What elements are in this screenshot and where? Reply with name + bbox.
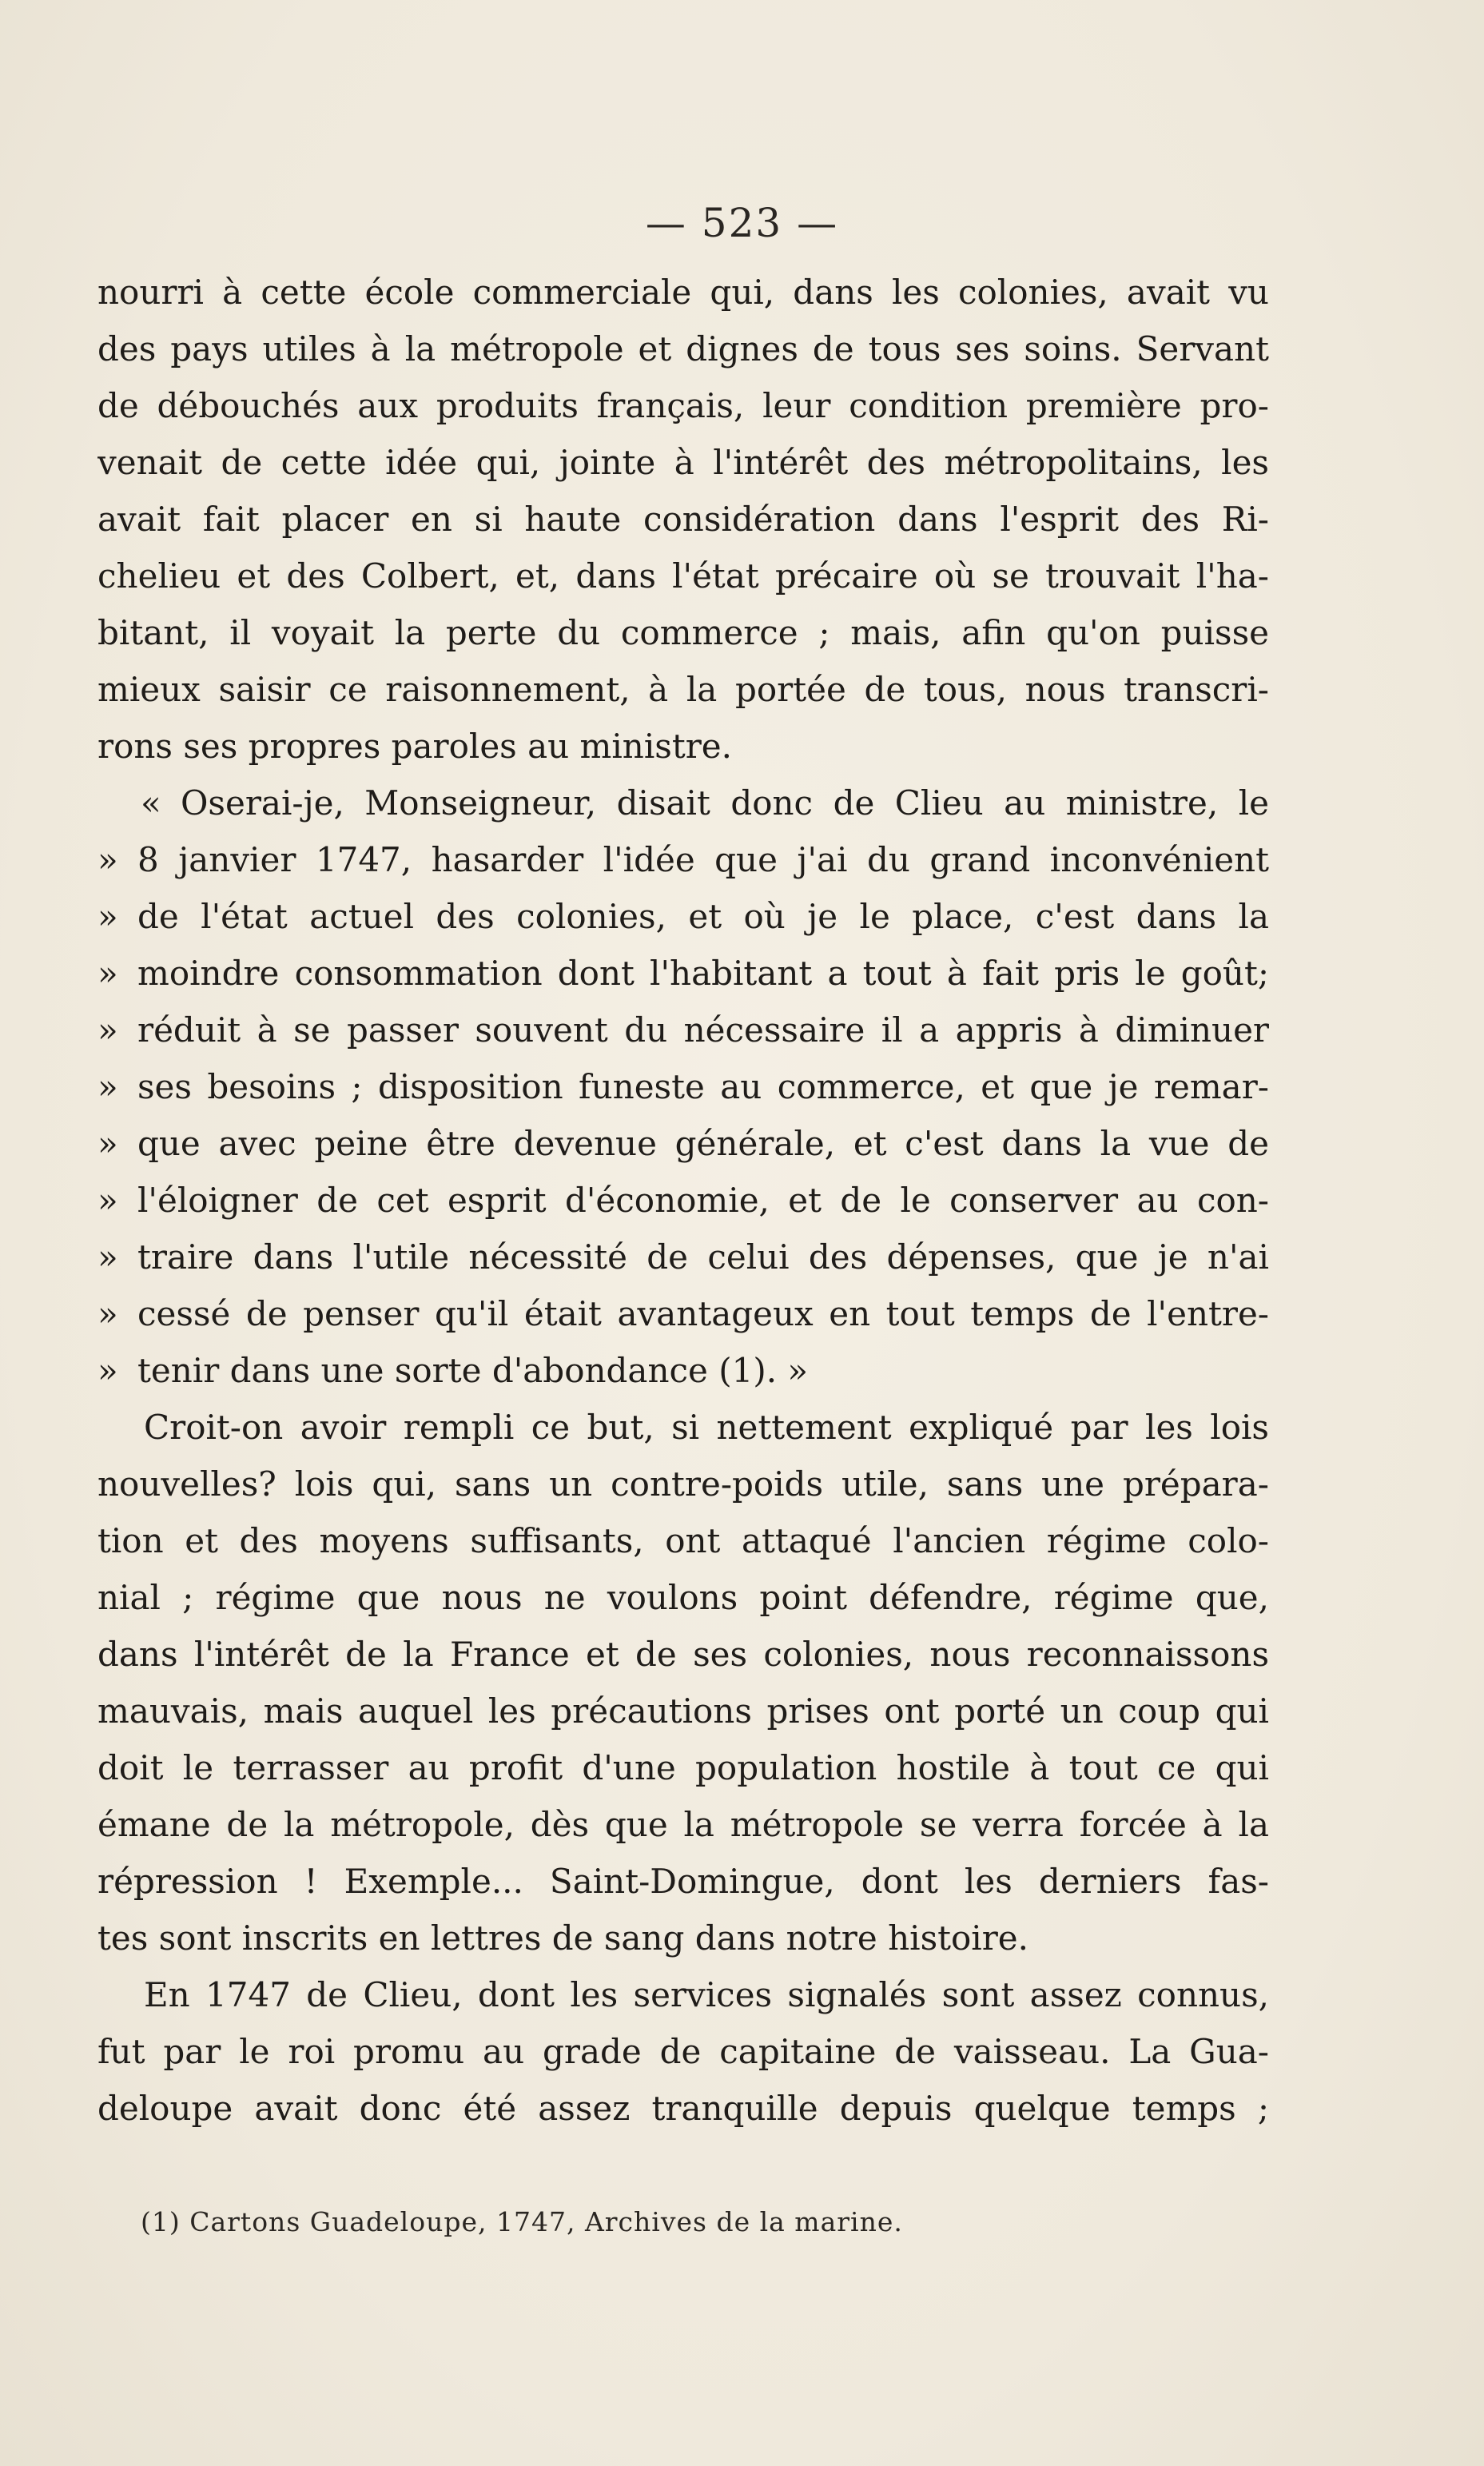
text-line: nial ; régime que nous ne voulons point défendre, régime que, [97, 1578, 1269, 1617]
text-line: tion et des moyens suffisants, ont attaqué l'ancien régime colo- [97, 1521, 1269, 1560]
guillemet-mark: » [97, 1067, 118, 1106]
page-number: — 523 — [645, 200, 839, 246]
guillemet-mark: » [97, 954, 118, 993]
guillemet-mark: » [97, 1237, 118, 1277]
text-line: venait de cette idée qui, jointe à l'intérêt des métropolitains, les [97, 443, 1269, 482]
quote-line [97, 775, 1269, 831]
quote-line [97, 831, 1269, 888]
quote-line [97, 1002, 1269, 1058]
guillemet-mark: » [97, 1124, 118, 1163]
quote-line [97, 1285, 1269, 1342]
quote-line [97, 1058, 1269, 1115]
quote-text: ses besoins ; disposition funeste au commerce, et que je remar- [137, 1067, 1269, 1106]
footnote: (1) Cartons Guadeloupe, 1747, Archives de la marine. [141, 2206, 903, 2237]
text-line: mieux saisir ce raisonnement, à la portée de tous, nous transcri- [97, 670, 1269, 709]
body-text [97, 264, 1269, 2137]
text-line: tes sont inscrits en lettres de sang dans notre histoire. [97, 1918, 1029, 1958]
guillemet-mark: » [97, 1294, 118, 1333]
text-line: avait fait placer en si haute considération dans l'esprit des Ri- [97, 500, 1269, 539]
quote-text: traire dans l'utile nécessité de celui des dépenses, que je n'ai [137, 1237, 1269, 1277]
text-line: doit le terrasser au profit d'une population hostile à tout ce qui [97, 1748, 1269, 1787]
guillemet-mark: « [141, 783, 161, 823]
text-line: répression ! Exemple... Saint-Domingue, dont les derniers fas- [97, 1862, 1269, 1901]
quote-line [97, 1115, 1269, 1172]
quote-text: l'éloigner de cet esprit d'économie, et de le conserver au con- [137, 1181, 1269, 1220]
quotation-block [97, 775, 1269, 1399]
quote-line [97, 945, 1269, 1002]
quote-line [97, 1229, 1269, 1285]
guillemet-mark: » [97, 1181, 118, 1220]
quote-text: cessé de penser qu'il était avantageux en tout temps de l'entre- [137, 1294, 1269, 1333]
paragraph-3 [97, 1966, 1269, 2137]
quote-line [97, 888, 1269, 945]
guillemet-mark: » [97, 1010, 118, 1050]
text-line: Croit-on avoir rempli ce but, si nettement expliqué par les lois [144, 1408, 1269, 1447]
paragraph-2 [97, 1399, 1269, 1966]
guillemet-mark: » [97, 1351, 118, 1390]
quote-text: tenir dans une sorte d'abondance (1). » [137, 1351, 809, 1390]
quote-text: moindre consommation dont l'habitant a tout à fait pris le goût; [137, 954, 1269, 993]
text-line: En 1747 de Clieu, dont les services signalés sont assez connus, [144, 1975, 1269, 2014]
quote-text: réduit à se passer souvent du nécessaire il a appris à diminuer [137, 1010, 1269, 1050]
text-line: dans l'intérêt de la France et de ses colonies, nous reconnaissons [97, 1635, 1269, 1674]
text-line: deloupe avait donc été assez tranquille depuis quelque temps ; [97, 2089, 1269, 2128]
quote-text: de l'état actuel des colonies, et où je le place, c'est dans la [137, 897, 1269, 936]
quote-line [97, 1172, 1269, 1229]
paragraph-1 [97, 264, 1269, 775]
text-line: des pays utiles à la métropole et dignes de tous ses soins. Servant [97, 329, 1269, 369]
quote-line [97, 1342, 1269, 1399]
quote-text: que avec peine être devenue générale, et c'est dans la vue de [137, 1124, 1269, 1163]
text-line: émane de la métropole, dès que la métropole se verra forcée à la [97, 1805, 1269, 1844]
text-line: rons ses propres paroles au ministre. [97, 727, 732, 766]
text-line: mauvais, mais auquel les précautions prises ont porté un coup qui [97, 1691, 1269, 1731]
quote-text: 8 janvier 1747, hasarder l'idée que j'ai du grand inconvénient [137, 840, 1269, 879]
text-line: chelieu et des Colbert, et, dans l'état précaire où se trouvait l'ha- [97, 556, 1269, 596]
text-line: bitant, il voyait la perte du commerce ; mais, afin qu'on puisse [97, 613, 1269, 652]
guillemet-mark: » [97, 897, 118, 936]
text-line: nouvelles? lois qui, sans un contre-poids utile, sans une prépara- [97, 1464, 1269, 1504]
guillemet-mark: » [97, 840, 118, 879]
quote-text: Oserai-je, Monseigneur, disait donc de Clieu au ministre, le [181, 783, 1269, 823]
text-line: fut par le roi promu au grade de capitaine de vaisseau. La Gua- [97, 2032, 1269, 2071]
text-line: nourri à cette école commerciale qui, dans les colonies, avait vu [97, 273, 1269, 312]
text-line: de débouchés aux produits français, leur condition première pro- [97, 386, 1269, 425]
